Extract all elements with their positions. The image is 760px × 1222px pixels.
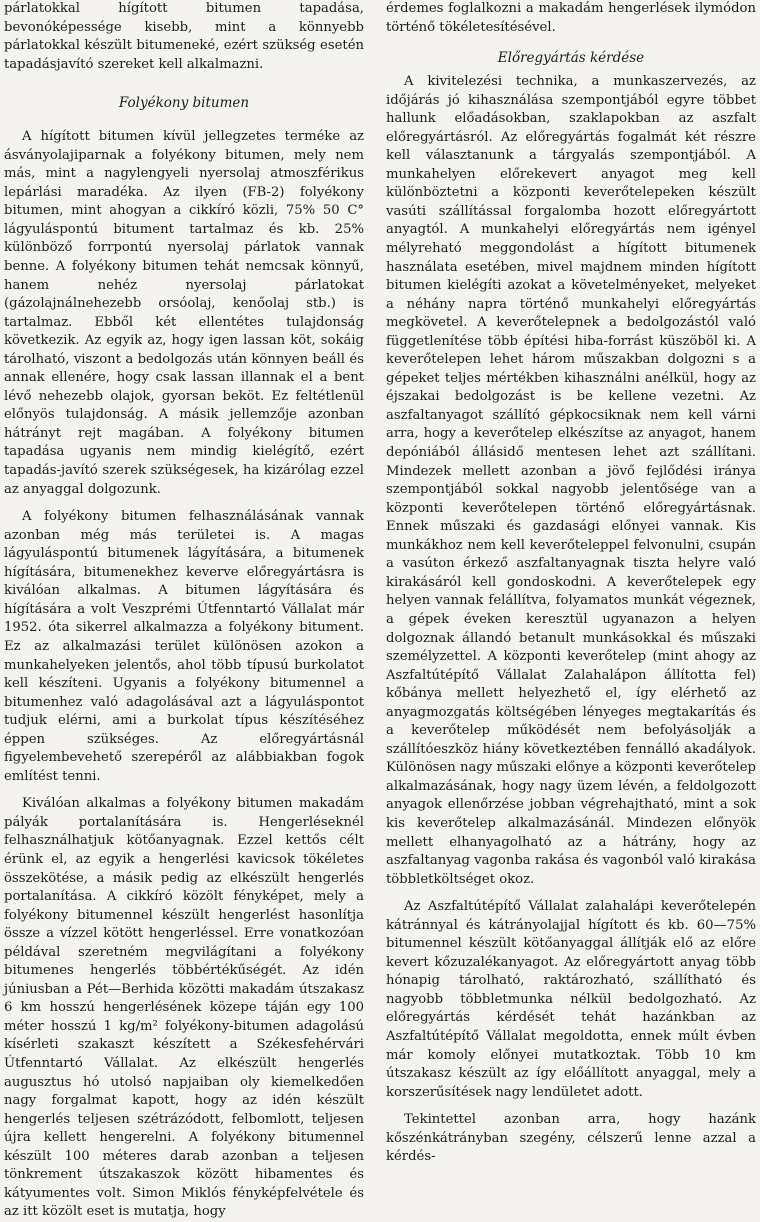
paragraph-left-2: A folyékony bitumen felhasználásának vannak azonban még más területei is. A magas lágyuláspontú bitumenek lágyítására, a bitumenek hígítására, bitumenekhez keverve előregyártásra is kiválóan alkalmas. A bitumen lágyítására és hígítására a volt Veszprémi Útfenntartó Vállalat már 1952. óta sikerrel alkalmazza a folyékony bitument. Ez az alkalmazási terület különösen azokon a munkahelyeken jelentős, ahol több típusú burkolatot kell készíteni. Ugyanis a folyékony bitumennel a bitumenhez való adagolásával azt a lágyuláspontot tudjuk elérni, ami a burkolat típus készítéséhez éppen szükséges. Az előregyártásnál figyelembevehető szerepéről az alábbiakban fogok említést tenni. bbox=[4, 509, 364, 784]
intro-paragraph-right: érdemes foglalkozni a makadám hengerlések ilymódon történő tökéletesítésével. bbox=[386, 1, 756, 35]
right-column bbox=[374, 0, 756, 1165]
paragraph-right-1: A kivitelezési technika, a munkaszervezés, az időjárás jó kihasználása szempontjából egyre többet hallunk előadásokban, szaklapokban az aszfalt előregyártásról. Az előregyártás fogalmát két részre kell választanunk a tárgyalás szempontjából. A munkahelyen előrekevert anyagot meg kell különböztetni a központi keverőtelepeken készült vasúti szállítással forgalomba hozott előregyártott anyagtól. A munkahelyi előregyártás nem igényel mélyreható meggondolást a hígított bitumenek használata esetében, mivel majdnem minden hígított bitumen kielégíti azokat a követelményeket, melyeket a néhány napra történő munkahelyi előregyártás megkövetel. A keverőtelepnek a bedolgozástól való függetlenítése több építési hiba-forrást küszöböl ki. A keverőtelepen lehet három műszakban dolgozni s a gépeket teljes mértékben kihasználni anélkül, hogy az éjszakai bedolgozást is be kellene vezetni. Az aszfaltanyagot szállító gépkocsiknak nem kell várni arra, hogy a keverőtelep elkészítse az anyagot, hanem depóniából állásidő mentesen lehet azt szállítani. Mindezek mellett azonban a jövő fejlődési iránya szempontjából sokkal nagyobb jelentősége van a központi keverőtelepen történő előregyártásnak. Ennek műszaki és gazdasági előnyei vannak. Kis munkákhoz nem kell keverőteleppel felvonulni, csupán a vasúton érkező aszfaltanyagnak tiszta helyre való kirakásáról kell gondoskodni. A keverőtelepek egy helyen vannak felállítva, folyamatos munkát végeznek, a gépek éveken keresztül ugyanazon a helyen dolgoznak állandó betanult munkásokkal és műszaki személyzettel. A központi keverőtelep (mint ahogy az Aszfaltútépítő Vállalat Zalahalápon állította fel) kőbánya mellett helyezhető el, így elérhető az anyagmozgatás költségében lényeges megtakarítás és a keverőtelep működését nem befolyásolják a szállítóeszköz hiány következtében fennálló akadályok. Különösen nagy műszaki előnye a központi keverőtelep alkalmazásának, hogy nagy üzem lévén, a feldolgozott anyagok ellenőrzése jobban végrehajtható, mint a sok kis keverőtelep alkalmazásánál. Mindezen előnyök mellett elhanyagolható az a hátrány, hogy az aszfaltanyag vagonba rakása és vagonból való kirakása többletköltséget okoz. bbox=[386, 74, 756, 887]
section-heading-folyekony-bitumen: Folyékony bitumen bbox=[118, 95, 250, 112]
section-heading-eloregyartas: Előregyártás kérdése bbox=[497, 50, 645, 67]
paragraph-right-3: Tekintettel azonban arra, hogy hazánk kőszénkátrányban szegény, célszerű lenne azzal a kérdés- bbox=[386, 1112, 756, 1165]
paragraph-right-2: Az Aszfaltútépítő Vállalat zalahalápi keverőtelepén kátránnyal és kátrányolajjal hígított és kb. 60—75% bitumennel készült kötőanyaggal állítják elő az előre kevert kőzuzalékanyagot. Az előregyártott anyag több hónapig tárolható, raktározható, szállítható és nagyobb többletmunka nélkül bedolgozható. Az előregyártás kérdését tehát hazánkban az Aszfaltútépítő Vállalat megoldotta, ennek múlt évben már komoly előnyei mutatkoztak. Több 10 km útszakasz készült az így előállított anyaggal, mely a korszerűsítések nagy lendületet adott. bbox=[386, 899, 756, 1100]
left-column bbox=[4, 0, 374, 1220]
intro-paragraph-left: párlatokkal hígított bitumen tapadása, bevonóképessége kisebb, mint a könnyebb párlatokkal készült bitumeneké, ezért szükség esetén tapadásjavító szereket kell alkalmazni. bbox=[4, 1, 364, 72]
paragraph-left-1: A hígított bitumen kívül jellegzetes terméke az ásványolajiparnak a folyékony bitumen, mely nem más, mint a nagylengyeli nyersolaj atmoszférikus lepárlási maradéka. Az ilyen (FB-2) folyékony bitumen, mint ahogyan a cikkíró közli, 75% 50 C° lágyuláspontú bitument tartalmaz és kb. 25% különböző forrpontú nyersolaj párlatok vannak benne. A folyékony bitumen tehát nemcsak könnyű, hanem nehéz nyersolaj párlatokat (gázolajnálnehezebb orsóolaj, kenőolaj stb.) is tartalmaz. Ebből két ellentétes tulajdonság következik. Az egyik az, hogy igen lassan köt, sokáig tárolható, viszont a bedolgozás után könnyen beáll és annak ellenére, hogy csak lassan illannak el a bent lévő nehezebb olajok, gyorsan beköt. Ez feltétlenül előnyös tulajdonság. A másik jellemzője azonban hátrányt rejt magában. A folyékony bitumen tapadása ugyanis nem mindig kielégítő, ezért tapadás-javító szerek szükségesek, ha kizárólag ezzel az anyaggal dolgozunk. bbox=[4, 129, 364, 497]
paragraph-left-3: Kiválóan alkalmas a folyékony bitumen makadám pályák portalanítására is. Hengerléseknél felhasználhatjuk kötőanyagnak. Ezzel kettős célt érünk el, az egyik a hengerlési kavicsok tökéletes összekötése, a másik pedig az elkészült hengerlés portalanítása. A cikkíró közölt fényképet, mely a folyékony bitumennel készült hengerlést hasonlítja össze a vízzel kötött hengerléssel. Erre vonatkozóan példával szeretném megvilágítani a folyékony bitumenes hengerlés többértékűségét. Az idén júniusban a Pét—Berhida közötti makadám útszakasz 6 km hosszú hengerlésének közepe táján egy 100 méter hosszú 1 kg/m² folyékony-bitumen adagolású kísérleti szakaszt készített a Székesfehérvári Útfenntartó Vállalat. Az elkészült hengerlés augusztus hó utolsó napjaiban oly kiemelkedően nagy forgalmat kapott, hogy az idén készült hengerlés teljesen szétrázódott, felbomlott, teljesen újra kellett hengerelni. A folyékony bitumennel készült 100 méteres darab azonban a teljesen tönkrement útszakaszok között hibamentes és kátyumentes volt. Simon Miklós fényképfelvétele és az itt közölt eset is mutatja, hogy bbox=[4, 796, 364, 1220]
